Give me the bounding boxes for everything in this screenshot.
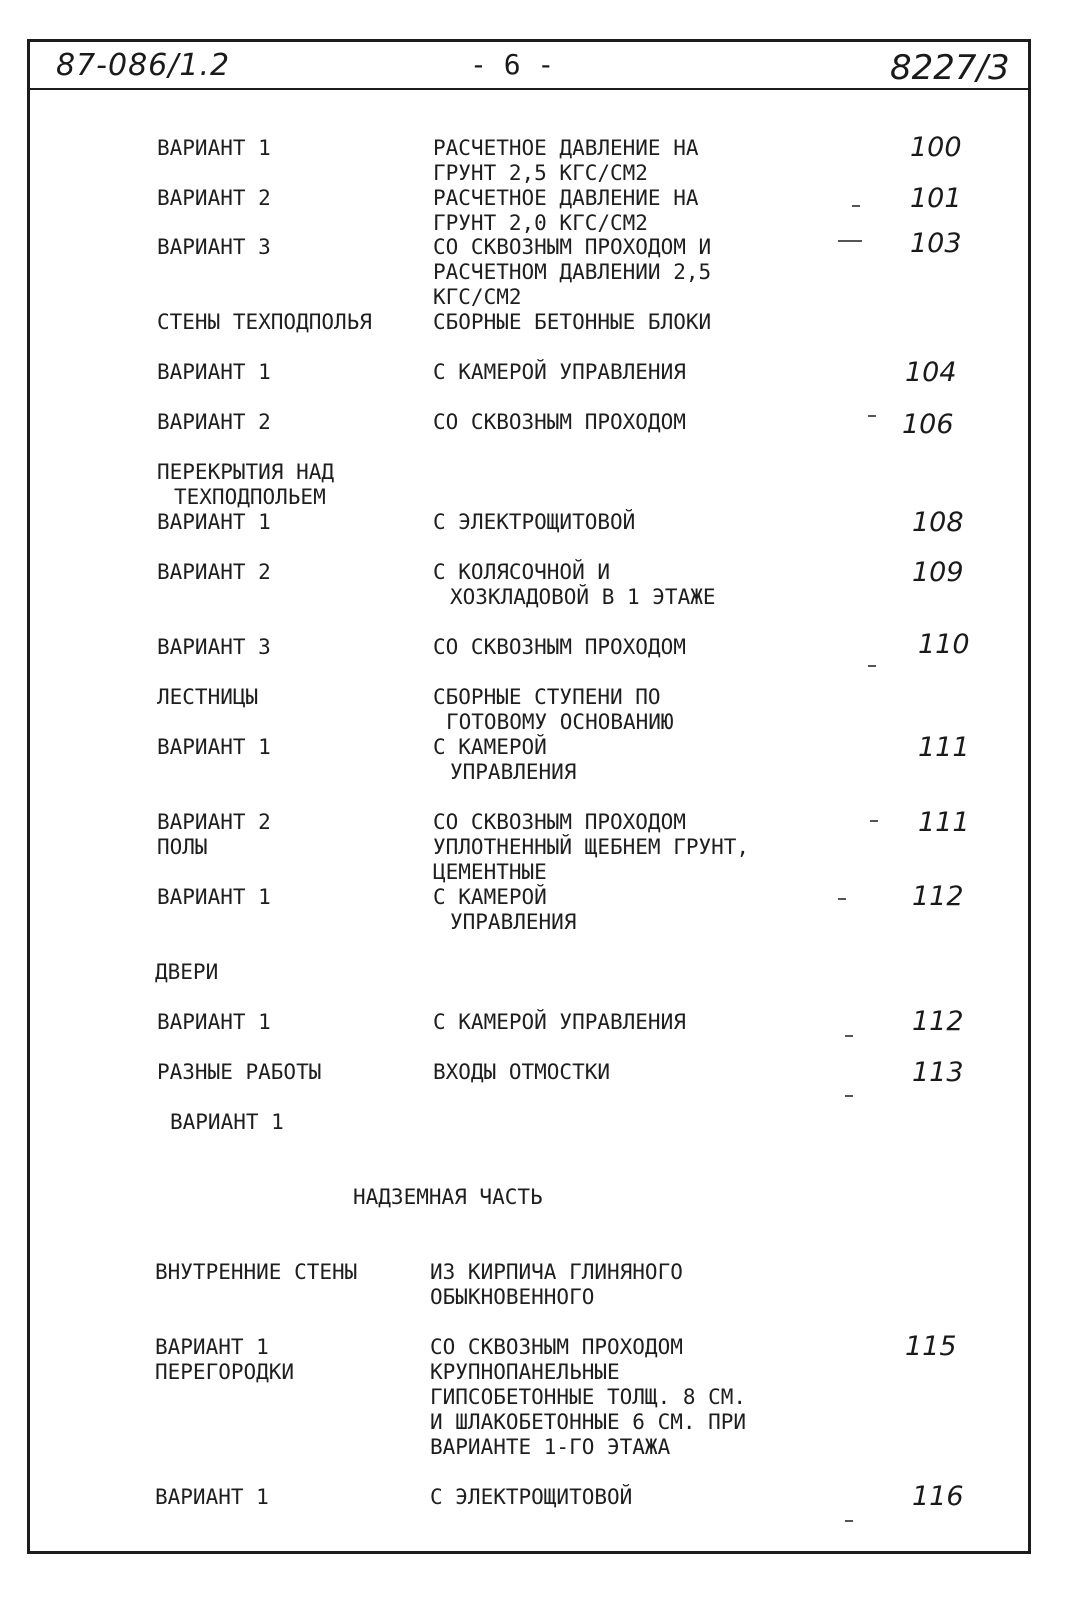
row-label: ВАРИАНТ 1: [170, 1110, 284, 1134]
row-page-ref: 109: [912, 557, 964, 588]
row-desc-line: ГИПСОБЕТОННЫЕ ТОЛЩ. 8 СМ.: [430, 1385, 747, 1409]
row-label: ВАРИАНТ 2: [157, 810, 271, 834]
section-heading: ЛЕСТНИЦЫ: [157, 685, 259, 709]
row-desc-line: СБОРНЫЕ БЕТОННЫЕ БЛОКИ: [433, 310, 712, 334]
row-desc-line: С КАМЕРОЙ: [433, 735, 547, 759]
row-desc-line: СО СКВОЗНЫМ ПРОХОДОМ И: [433, 235, 712, 259]
row-desc-line: С КОЛЯСОЧНОЙ И: [433, 560, 611, 584]
section-heading: ПОЛЫ: [157, 835, 208, 859]
row-desc-line: РАСЧЕТНОМ ДАВЛЕНИИ 2,5: [433, 260, 712, 284]
scan-mark: [845, 1035, 853, 1037]
row-page-ref: 113: [912, 1057, 964, 1088]
row-desc-line: СО СКВОЗНЫМ ПРОХОДОМ: [433, 410, 686, 434]
row-desc-line: УПРАВЛЕНИЯ: [450, 910, 577, 934]
section-heading: НАДЗЕМНАЯ ЧАСТЬ: [353, 1185, 543, 1209]
section-heading: ДВЕРИ: [155, 960, 219, 984]
row-page-ref: 101: [910, 183, 962, 214]
row-desc-line: ХОЗКЛАДОВОЙ В 1 ЭТАЖЕ: [450, 585, 716, 609]
scan-mark: [838, 898, 846, 900]
row-label: ВАРИАНТ 1: [157, 510, 271, 534]
row-desc-line: РАСЧЕТНОЕ ДАВЛЕНИЕ НА: [433, 136, 699, 160]
row-page-ref: 104: [905, 357, 957, 388]
row-desc-line: РАСЧЕТНОЕ ДАВЛЕНИЕ НА: [433, 186, 699, 210]
row-page-ref: 111: [918, 807, 970, 838]
header-divider: [27, 88, 1031, 90]
section-heading: ВНУТРЕННИЕ СТЕНЫ: [155, 1260, 358, 1284]
row-label: ВАРИАНТ 2: [157, 560, 271, 584]
scan-mark: [845, 1520, 853, 1522]
row-label: ВАРИАНТ 3: [157, 235, 271, 259]
row-label: ВАРИАНТ 2: [157, 410, 271, 434]
row-desc-line: С КАМЕРОЙ УПРАВЛЕНИЯ: [433, 360, 686, 384]
row-page-ref: 116: [912, 1481, 964, 1512]
scan-mark: [868, 665, 876, 667]
row-desc-line: СО СКВОЗНЫМ ПРОХОДОМ: [433, 810, 686, 834]
row-desc-line: ОБЫКНОВЕННОГО: [430, 1285, 595, 1309]
row-desc-line: СО СКВОЗНЫМ ПРОХОДОМ: [433, 635, 686, 659]
row-page-ref: 103: [910, 228, 962, 259]
row-page-ref: 110: [918, 629, 970, 660]
row-page-ref: 108: [912, 507, 964, 538]
row-desc-line: СБОРНЫЕ СТУПЕНИ ПО: [433, 685, 661, 709]
scan-mark: [852, 205, 860, 207]
row-desc-line: С ЭЛЕКТРОЩИТОВОЙ: [430, 1485, 633, 1509]
row-label: ВАРИАНТ 1: [155, 1335, 269, 1359]
row-label: ВАРИАНТ 1: [157, 1010, 271, 1034]
row-page-ref: 100: [910, 132, 962, 163]
row-page-ref: 112: [912, 881, 964, 912]
row-page-ref: 106: [902, 409, 954, 440]
row-desc-line: КРУПНОПАНЕЛЬНЫЕ: [430, 1360, 620, 1384]
scan-mark: [870, 820, 878, 822]
page-number: - 6 -: [470, 48, 555, 81]
row-desc-line: УПРАВЛЕНИЯ: [450, 760, 577, 784]
row-desc-line: УПЛОТНЕННЫЙ ЩЕБНЕМ ГРУНТ,: [433, 835, 750, 859]
sheet-number: 8227/3: [890, 48, 1010, 88]
row-desc-line: КГС/СМ2: [433, 285, 522, 309]
section-heading: РАЗНЫЕ РАБОТЫ: [157, 1060, 322, 1084]
section-heading: ПЕРЕГОРОДКИ: [155, 1360, 295, 1384]
row-desc-line: ВХОДЫ ОТМОСТКИ: [433, 1060, 611, 1084]
row-label: ВАРИАНТ 1: [157, 360, 271, 384]
row-desc-line: ЦЕМЕНТНЫЕ: [433, 860, 547, 884]
row-page-ref: 111: [918, 732, 970, 763]
row-desc-line: ГРУНТ 2,5 КГС/СМ2: [433, 161, 648, 185]
document-code: 87-086/1.2: [56, 48, 231, 83]
row-desc-line: С ЭЛЕКТРОЩИТОВОЙ: [433, 510, 636, 534]
section-heading: СТЕНЫ ТЕХПОДПОЛЬЯ: [157, 310, 372, 334]
row-label: ВАРИАНТ 2: [157, 186, 271, 210]
row-desc-line: С КАМЕРОЙ: [433, 885, 547, 909]
section-heading: ПЕРЕКРЫТИЯ НАД: [157, 460, 335, 484]
row-desc-line: С КАМЕРОЙ УПРАВЛЕНИЯ: [433, 1010, 686, 1034]
scan-mark: [838, 240, 862, 242]
row-page-ref: 115: [905, 1331, 957, 1362]
row-label: ВАРИАНТ 1: [157, 136, 271, 160]
row-desc-line: И ШЛАКОБЕТОННЫЕ 6 СМ. ПРИ: [430, 1410, 747, 1434]
scan-mark: [845, 1095, 853, 1097]
row-desc-line: СО СКВОЗНЫМ ПРОХОДОМ: [430, 1335, 683, 1359]
row-desc-line: ГРУНТ 2,0 КГС/СМ2: [433, 211, 648, 235]
row-label: ВАРИАНТ 3: [157, 635, 271, 659]
row-label: ВАРИАНТ 1: [157, 885, 271, 909]
row-page-ref: 112: [912, 1006, 964, 1037]
row-desc-line: ГОТОВОМУ ОСНОВАНИЮ: [446, 710, 674, 734]
section-heading: ТЕХПОДПОЛЬЕМ: [174, 485, 326, 509]
scan-mark: [868, 415, 876, 417]
row-desc-line: ИЗ КИРПИЧА ГЛИНЯНОГО: [430, 1260, 683, 1284]
row-label: ВАРИАНТ 1: [155, 1485, 269, 1509]
row-label: ВАРИАНТ 1: [157, 735, 271, 759]
row-desc-line: ВАРИАНТЕ 1-ГО ЭТАЖА: [430, 1435, 671, 1459]
